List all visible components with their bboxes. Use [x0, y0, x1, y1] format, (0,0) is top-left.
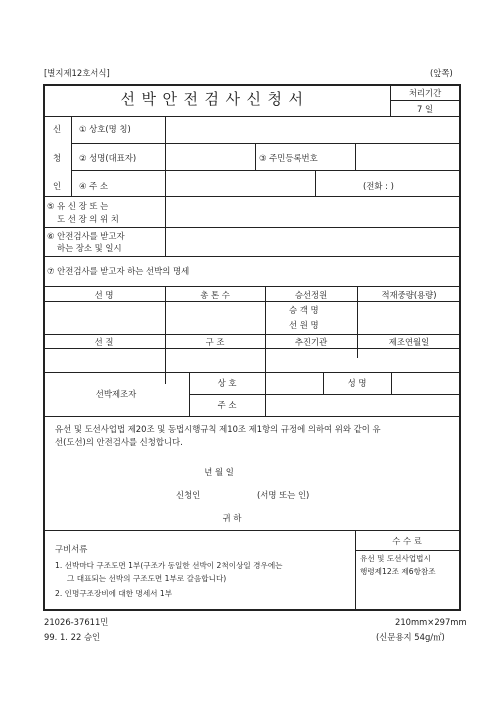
approval-date: 99. 1. 22 승인 — [44, 632, 101, 642]
form-code: 21026-37611민 — [44, 617, 109, 627]
cargo-capacity-header: 적재중량(용량) — [381, 290, 437, 300]
grid-line — [43, 256, 461, 257]
applicant-side-2: 청 — [52, 153, 62, 163]
applicant-side-1: 신 — [52, 124, 62, 134]
grid-line — [355, 143, 356, 170]
builder-address-label: 주 소 — [217, 400, 237, 410]
grid-line — [357, 286, 358, 334]
frame-bottom — [43, 609, 461, 611]
grid-line — [323, 372, 324, 394]
builder-label: 선박제조자 — [95, 389, 137, 399]
fee-note-1: 유선 및 도선사업법시 — [360, 554, 431, 563]
grid-line — [315, 170, 316, 196]
applicant-signature-label: 신청인 — [176, 490, 201, 500]
form-number: [별지제12호서식] — [44, 68, 110, 78]
item6-label-2: 하는 장소 및 일시 — [57, 243, 122, 253]
processing-period-value: 7 일 — [416, 104, 434, 114]
signature-note: (서명 또는 인) — [257, 490, 310, 500]
grid-line — [43, 196, 461, 197]
grid-line — [255, 143, 256, 170]
fee-note-2: 행령제12조 제6항참조 — [360, 567, 436, 576]
hull-material-header: 선 질 — [94, 337, 114, 347]
grid-line — [355, 530, 356, 610]
grid-line — [43, 227, 461, 228]
grid-line — [43, 334, 461, 335]
grid-line — [71, 143, 461, 144]
grid-line — [165, 196, 166, 256]
required-docs-heading: 구비서류 — [55, 544, 88, 554]
processing-period-label: 처리기간 — [408, 88, 442, 98]
grid-line — [43, 348, 461, 349]
representative-label: ② 성명(대표자) — [79, 153, 137, 163]
form-title: 선박안전검사신청서 — [120, 90, 310, 108]
address-label: ④ 주 소 — [79, 181, 109, 191]
date-line: 년 월 일 — [204, 467, 234, 477]
engine-header: 추진기관 — [294, 337, 328, 347]
item5-label-1: ⑤ 유 신 장 또 는 — [47, 201, 109, 211]
item7-label: ⑦ 안전검사를 받고자 하는 선박의 명세 — [47, 266, 190, 276]
page-side-label: (앞쪽) — [430, 68, 453, 78]
capacity-header: 승선정원 — [294, 290, 328, 300]
grid-line — [43, 416, 461, 417]
company-name-label: ① 상호(명 칭) — [79, 124, 131, 134]
grid-line — [43, 116, 461, 117]
grid-line — [391, 372, 392, 394]
recipient-line: 귀 하 — [222, 513, 242, 523]
grid-line — [71, 116, 72, 196]
frame-top — [43, 84, 461, 86]
item5-label-2: 도 선 장 의 위 치 — [57, 214, 119, 224]
grid-line — [43, 372, 461, 373]
fee-label: 수 수 료 — [392, 536, 422, 546]
required-doc-1-cont: 그 대표되는 선박의 구조도면 1부로 갈음합니다) — [67, 574, 227, 583]
required-doc-2: 2. 인명구조장비에 대한 명세서 1부 — [55, 589, 173, 598]
grid-line — [390, 100, 460, 101]
grid-line — [355, 550, 461, 551]
grid-line — [71, 170, 461, 171]
phone-label: (전화 : ) — [363, 181, 394, 191]
grid-line — [43, 286, 461, 287]
paper-spec: (신문용지 54g/㎡) — [376, 632, 445, 642]
crew-label: 선 원 명 — [289, 320, 319, 330]
tonnage-header: 총 톤 수 — [200, 290, 230, 300]
builder-company-label: 상 호 — [217, 378, 237, 388]
statement-line-1: 유선 및 도선사업법 제20조 및 동법시행규칙 제10조 제1항의 규정에 의하여 위와 같이 유 — [55, 424, 381, 434]
grid-line — [357, 334, 358, 358]
applicant-side-3: 인 — [52, 181, 62, 191]
resident-number-label: ③ 주민등록번호 — [259, 153, 318, 163]
ship-name-header: 선 명 — [94, 290, 114, 300]
grid-line — [165, 116, 166, 196]
grid-line — [43, 301, 461, 302]
structure-header: 구 조 — [205, 337, 225, 347]
passengers-label: 승 객 명 — [289, 305, 319, 315]
grid-line — [43, 530, 461, 531]
required-doc-1: 1. 선박마다 구조도면 1부(구조가 동일한 선박이 2척이상일 경우에는 — [55, 561, 283, 570]
statement-line-2: 선(도선)의 안전검사를 신청합니다. — [55, 437, 183, 447]
application-form — [43, 84, 461, 611]
builder-person-label: 성 명 — [347, 378, 367, 388]
build-date-header: 제조연월일 — [388, 337, 430, 347]
grid-line — [189, 394, 461, 395]
item6-label-1: ⑥ 안전검사를 받고자 — [47, 231, 125, 241]
paper-size: 210mm×297mm — [395, 617, 467, 627]
